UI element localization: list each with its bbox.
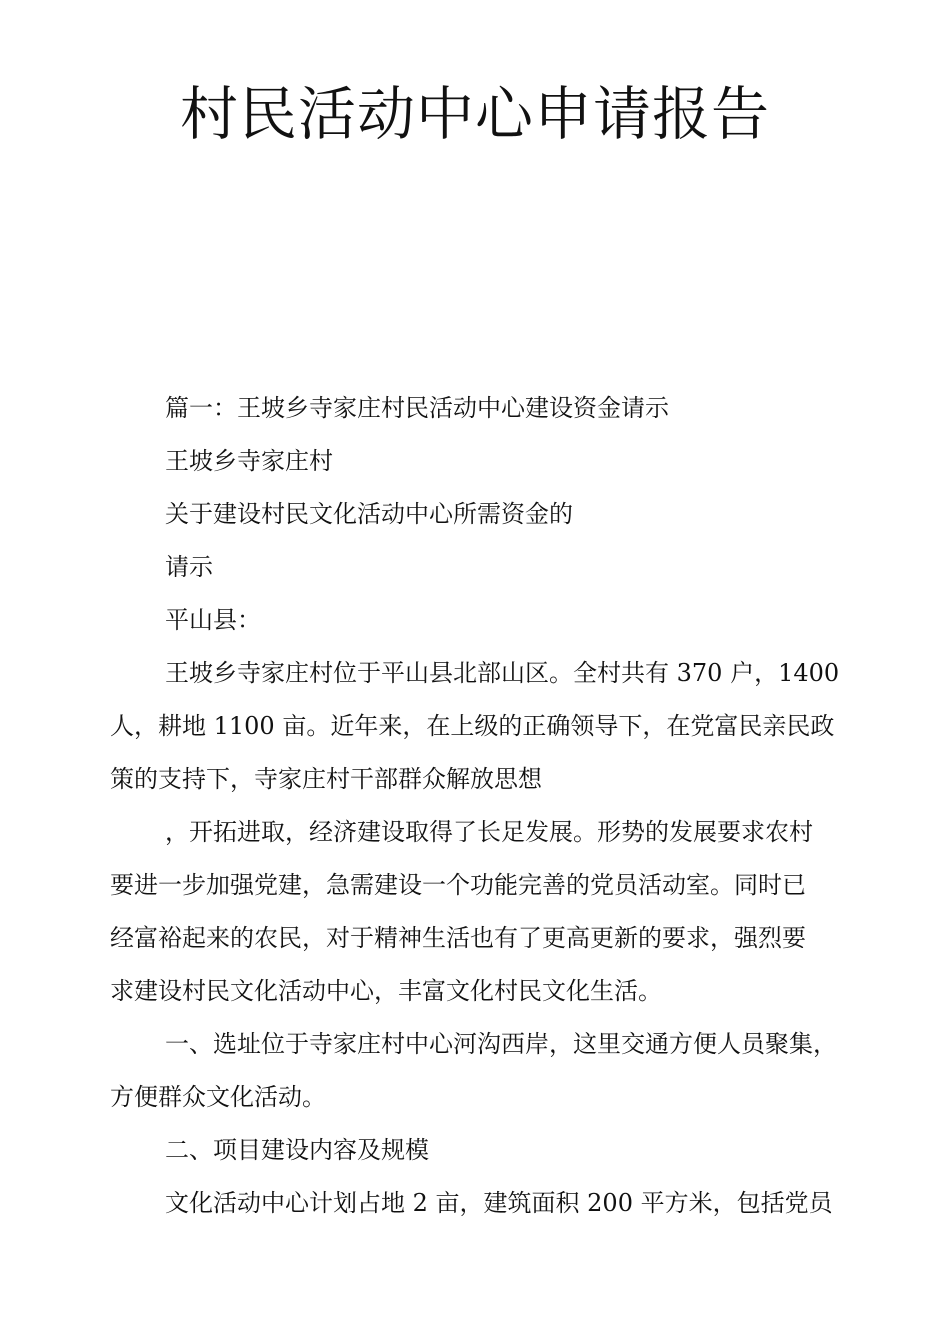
paragraph-line: 策的支持下，寺家庄村干部群众解放思想	[110, 765, 542, 793]
paragraph-line: 方便群众文化活动。	[110, 1083, 326, 1111]
text-line: 王坡乡寺家庄村	[165, 447, 333, 475]
paragraph-line: 经富裕起来的农民，对于精神生活也有了更高更新的要求，强烈要	[110, 924, 806, 952]
paragraph-line: 王坡乡寺家庄村位于平山县北部山区。全村共有 370 户，1400	[165, 659, 840, 687]
text-line: 关于建设村民文化活动中心所需资金的	[165, 500, 573, 528]
paragraph-line: 要进一步加强党建，急需建设一个功能完善的党员活动室。同时已	[110, 871, 806, 899]
section-heading: 二、项目建设内容及规模	[165, 1136, 429, 1164]
text-line: 请示	[165, 553, 213, 581]
paragraph-line: ，开拓进取，经济建设取得了长足发展。形势的发展要求农村	[165, 818, 813, 846]
paragraph-line: 人，耕地 1100 亩。近年来，在上级的正确领导下，在党富民亲民政	[110, 712, 835, 740]
paragraph-line: 文化活动中心计划占地 2 亩，建筑面积 200 平方米，包括党员	[165, 1189, 833, 1217]
section-heading: 篇一：王坡乡寺家庄村民活动中心建设资金请示	[165, 394, 669, 422]
paragraph-line: 一、选址位于寺家庄村中心河沟西岸，这里交通方便人员聚集，	[165, 1030, 837, 1058]
addressee-line: 平山县：	[165, 606, 261, 634]
paragraph-line: 求建设村民文化活动中心，丰富文化村民文化生活。	[110, 977, 662, 1005]
document-title: 村民活动中心申请报告	[179, 80, 770, 148]
